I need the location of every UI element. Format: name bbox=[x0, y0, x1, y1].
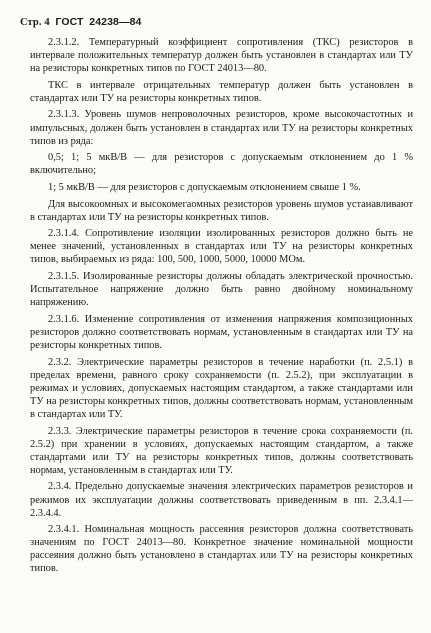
paragraph: 1; 5 мкВ/В — для резисторов с допускаемым отклонением свыше 1 %. bbox=[48, 181, 361, 193]
paragraph: 2.3.4.1. Номинальная мощность рассеяния резисторов должна соответствовать значениям по ГОСТ 24013—80. Конкретное значение номинальной мощности рассеяния должно быть установлено в стандартах или ТУ на резисторы конкретных типов. bbox=[30, 524, 413, 575]
paragraph: 0,5; 1; 5 мкВ/В — для резисторов с допускаемым отклонением до 1 % включительно; bbox=[30, 152, 413, 177]
paragraph: 2.3.1.5. Изолированные резисторы должны обладать электрической прочностью. Испытательное напряжение должно быть равно двойному номинальному напряжению. bbox=[30, 271, 413, 309]
paragraph: 2.3.4. Предельно допускаемые значения электрических параметров резисторов и режимов их эксплуатации должны соответствовать приведенным в пп. 2.3.4.1—2.3.4.4. bbox=[30, 481, 413, 519]
paragraph: 2.3.1.3. Уровень шумов непроволочных резисторов, кроме высокочастотных и импульсных, должен быть установлен в стандартах или ТУ на резисторы конкретных типов из ряда: bbox=[30, 109, 413, 147]
paragraph: Для высокоомных и высокомегаомных резисторов уровень шумов устанавливают в стандартах или ТУ на резисторы конкретных типов. bbox=[30, 198, 413, 223]
paragraph: ТКС в интервале отрицательных температур должен быть установлен в стандартах или ТУ на резисторы конкретных типов. bbox=[30, 79, 413, 104]
paragraph: 2.3.1.6. Изменение сопротивления от изменения напряжения композиционных резисторов должно соответствовать нормам, установленным в стандартах или ТУ на резисторы конкретных типов. bbox=[30, 313, 413, 351]
paragraph: 2.3.1.2. Температурный коэффициент сопротивления (ТКС) резисторов в интервале положительных температур должен быть установлен в стандартах или ТУ на резисторы конкретных типов по ГОСТ 24013—80. bbox=[30, 37, 413, 75]
paragraph: 2.3.2. Электрические параметры резисторов в течение наработки (п. 2.5.1) в пределах времени, равного сроку сохраняемости (п. 2.5.2), при эксплуатации в режимах и условиях, допускаемых настоящим стандартом, а также стандартами или ТУ на резисторы конкретных типов, должны соответствовать нормам, установленным в стандартах или ТУ. bbox=[30, 356, 413, 420]
standard-label: ГОСТ bbox=[55, 16, 84, 28]
page-label: Стр. 4 bbox=[20, 17, 50, 28]
page-header bbox=[20, 16, 144, 28]
standard-number: 24238—84 bbox=[89, 16, 142, 28]
paragraph: 2.3.3. Электрические параметры резисторов в течение срока сохраняемости (п. 2.5.2) при хранении в условиях, допускаемых настоящим стандартом, а также стандартами или ТУ на резисторы конкретных типов, должны соответствовать нормам, установленным в стандартах или ТУ. bbox=[30, 425, 413, 476]
paragraph: 2.3.1.4. Сопротивление изоляции изолированных резисторов должно быть не менее значений, установленных в стандартах или ТУ на резисторы конкретных типов, выбираемых из ряда: 100, 500, 1000, 5000, 10000 МОм. bbox=[30, 228, 413, 266]
document-body bbox=[30, 36, 413, 579]
